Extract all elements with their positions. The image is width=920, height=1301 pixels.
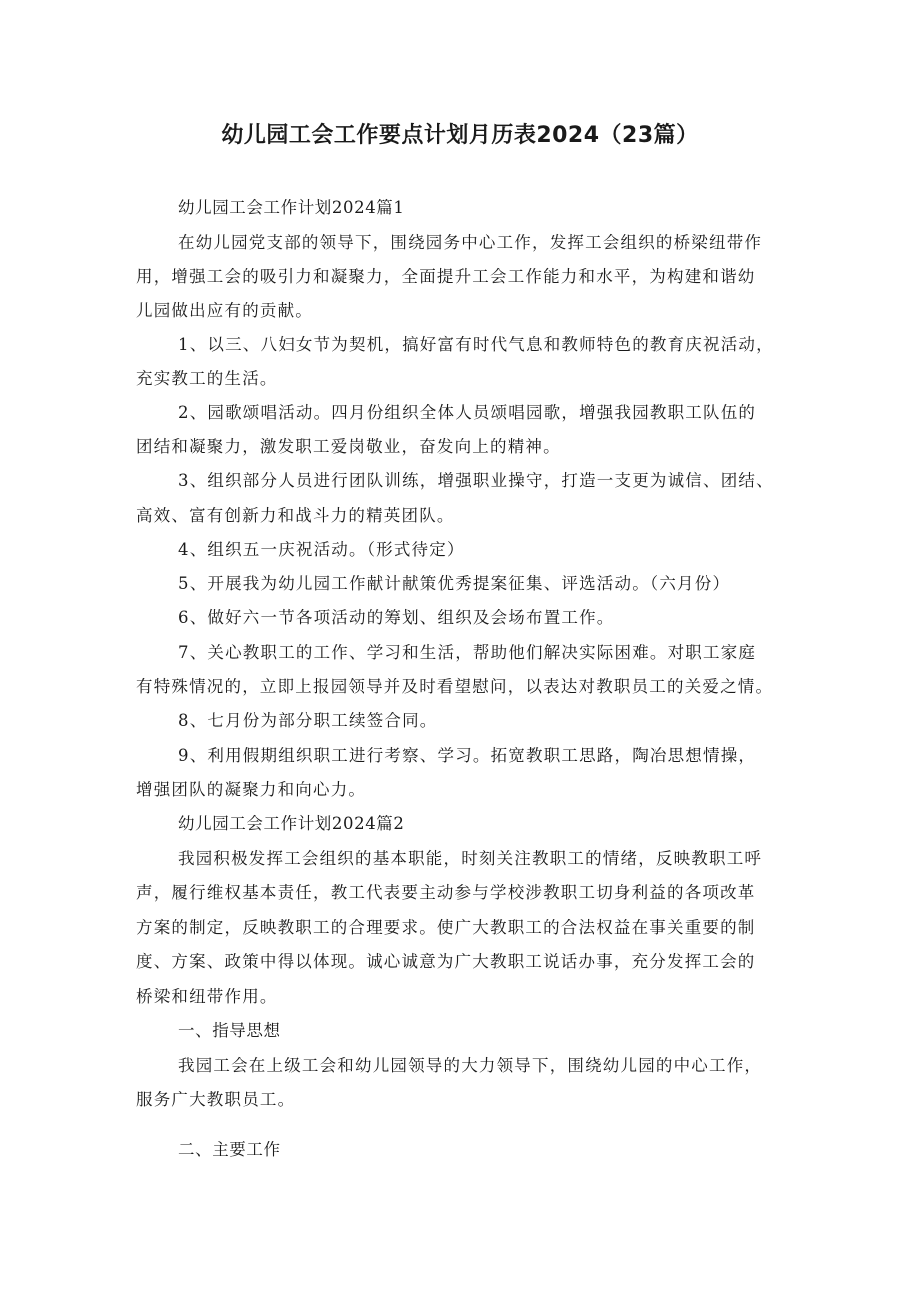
page-title: 幼儿园工会工作要点计划月历表2024（23篇） (221, 123, 699, 148)
section-heading-2: 幼儿园工会工作计划2024篇2 (178, 814, 405, 833)
list-item-2: 2、园歌颂唱活动。四月份组织全体人员颂唱园歌，增强我园教职工队伍的 (178, 403, 757, 422)
list-item-5: 5、开展我为幼儿园工作献计献策优秀提案征集、评选活动。（六月份） (178, 574, 731, 593)
list-item-6: 6、做好六一节各项活动的筹划、组织及会场布置工作。 (178, 608, 615, 627)
subheading-guiding-thought: 一、指导思想 (178, 1021, 281, 1040)
list-item-9-cont: 增强团队的凝聚力和向心力。 (136, 780, 367, 799)
list-item-4: 4、组织五一庆祝活动。（形式待定） (178, 540, 465, 559)
paragraph-line: 用，增强工会的吸引力和凝聚力，全面提升工会工作能力和水平，为构建和谐幼 (136, 267, 756, 286)
list-item-7: 7、关心教职工的工作、学习和生活，帮助他们解决实际困难。对职工家庭 (178, 643, 757, 662)
list-item-1: 1、以三、八妇女节为契机，搞好富有时代气息和教师特色的教育庆祝活动， (178, 335, 774, 354)
list-item-2-cont: 团结和凝聚力，激发职工爱岗敬业，奋发向上的精神。 (136, 437, 561, 456)
section-heading-1: 幼儿园工会工作计划2024篇1 (178, 198, 405, 217)
paragraph-line: 我园积极发挥工会组织的基本职能，时刻关注教职工的情绪，反映教职工呼 (178, 849, 763, 868)
list-item-1-cont: 充实教工的生活。 (136, 369, 278, 388)
list-item-3: 3、组织部分人员进行团队训练，增强职业操守，打造一支更为诚信、团结、 (178, 471, 774, 490)
paragraph-line: 服务广大教职员工。 (136, 1090, 296, 1109)
paragraph-line: 儿园做出应有的贡献。 (136, 301, 313, 320)
paragraph-line: 我园工会在上级工会和幼儿园领导的大力领导下，围绕幼儿园的中心工作， (178, 1056, 763, 1075)
list-item-9: 9、利用假期组织职工进行考察、学习。拓宽教职工思路，陶冶思想情操， (178, 746, 757, 765)
paragraph-line: 度、方案、政策中得以体现。诚心诚意为广大教职工说话办事，充分发挥工会的 (136, 952, 756, 971)
paragraph-line: 在幼儿园党支部的领导下，围绕园务中心工作，发挥工会组织的桥梁纽带作 (178, 233, 763, 252)
list-item-3-cont: 高效、富有创新力和战斗力的精英团队。 (136, 506, 455, 525)
paragraph-line: 方案的制定，反映教职工的合理要求。使广大教职工的合法权益在事关重要的制 (136, 918, 756, 937)
list-item-8: 8、七月份为部分职工续签合同。 (178, 711, 438, 730)
subheading-main-work: 二、主要工作 (178, 1140, 281, 1159)
list-item-7-cont: 有特殊情况的，立即上报园领导并及时看望慰问，以表达对教职员工的关爱之情。 (136, 677, 774, 696)
paragraph-line: 桥梁和纽带作用。 (136, 987, 278, 1006)
paragraph-line: 声，履行维权基本责任，教工代表要主动参与学校涉教职工切身利益的各项改革 (136, 883, 756, 902)
